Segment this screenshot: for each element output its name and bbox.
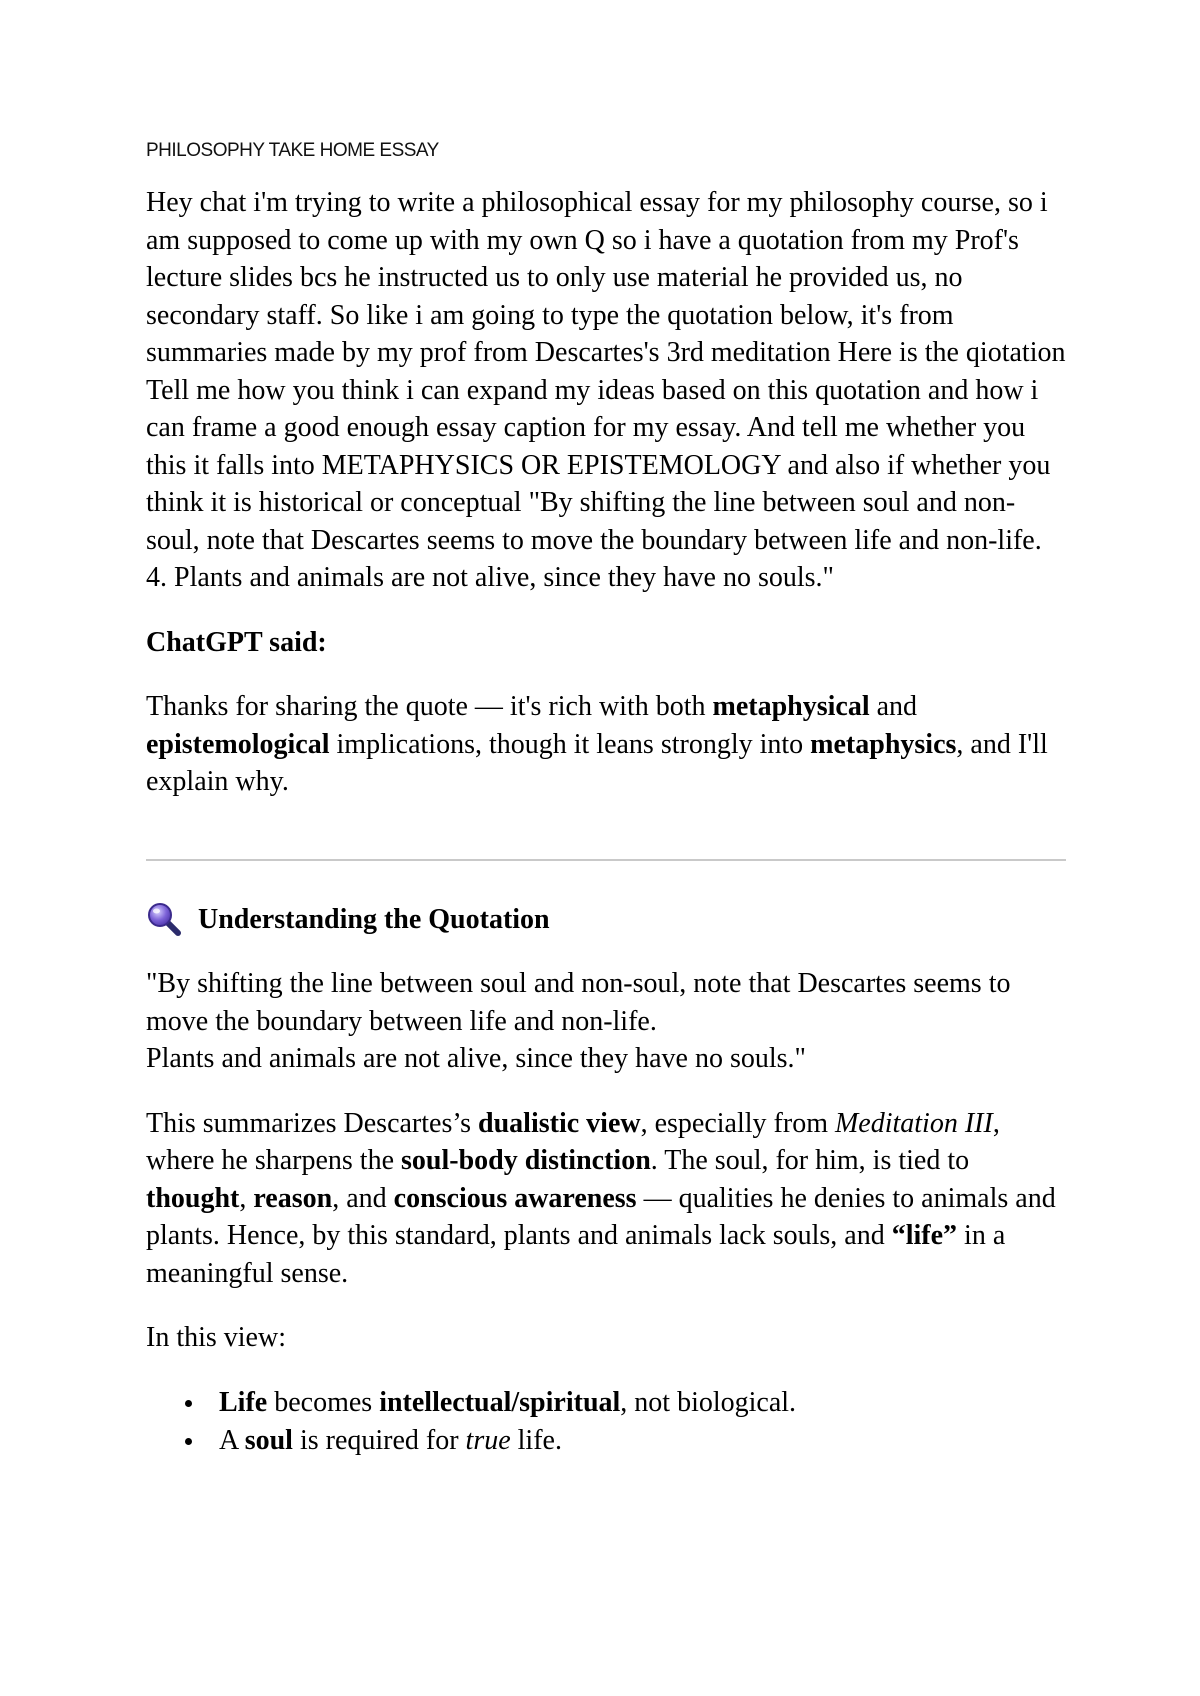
quotation-block [146,965,1066,1078]
summary-bold-thought: thought [146,1182,240,1214]
section-heading [146,901,1066,939]
intro-bold-metaphysics: metaphysics [810,728,957,760]
list-item [219,1422,1066,1460]
user-message: Hey chat i'm trying to write a philosophical essay for my philosophy course, so i am supposed to come up with my own Q so i have a quotation from my Prof's lecture slides bcs he instructed us to only use material he provided us, no secondary staff. So like i am going to type the quotation below, it's from summaries made by my prof from Descartes's 3rd meditation Here is the qiotation Tell me how you think i can expand my ideas based on this quotation and how i can frame a good enough essay caption for my essay. And tell me whether you this it falls into METAPHYSICS OR EPISTEMOLOGY and also if whether you think it is historical or conceptual "By shifting the line between soul and non-soul, note that Descartes seems to move the boundary between life and non-life. 4. Plants and animals are not alive, since they have no souls." [146,187,1066,593]
bullet-1-text-2: , not biological. [620,1386,797,1418]
summary-bold-soul-body: soul-body distinction [401,1145,651,1176]
view-bullet-list [146,1384,1066,1460]
bullet-2-bold-soul: soul [244,1424,293,1456]
intro-text-3: implications, though it leans strongly into [329,728,811,760]
magnifying-glass-icon [146,901,182,937]
document-page [146,140,1066,1460]
bullet-2-italic-true: true [465,1424,511,1456]
intro-text-2: and [869,691,918,722]
intro-text-1: Thanks for sharing the quote — it's rich with both [146,691,713,722]
bullet-2-text-2: life. [510,1424,562,1456]
summary-bold-life: “life” [891,1220,958,1251]
summary-text-4: . The soul, for him, is tied to [650,1145,970,1176]
summary-italic-meditation: Meditation III [834,1107,993,1139]
bullet-dot-icon [185,1438,192,1445]
quotation-line-1: "By shifting the line between soul and non-soul, note that Descartes seems to move the boundary between life and non-life. [146,968,1011,1037]
bullet-2-text-0: A [219,1424,245,1456]
bullet-1-bold-intellectual: intellectual/spiritual [379,1386,621,1418]
bullet-2-text-1: is required for [292,1424,466,1456]
list-item [219,1384,1066,1422]
summary-bold-conscious-awareness: conscious awareness [393,1182,637,1214]
intro-text-4: , and I'll explain why. [146,728,1048,797]
summary-paragraph [146,1105,1066,1293]
section-heading-text: Understanding the Quotation [198,903,550,935]
summary-bold-dualistic-view: dualistic view [478,1107,641,1139]
summary-text-8: in a meaningful sense. [146,1220,1006,1289]
document-header: PHILOSOPHY TAKE HOME ESSAY [146,140,439,161]
response-intro [146,688,1066,801]
summary-text-1: This summarizes Descartes’s [146,1107,479,1139]
summary-text-2: , especially from [640,1107,835,1139]
bullet-1-bold-life: Life [219,1386,268,1418]
bullet-dot-icon [185,1400,192,1407]
summary-text-6: , and [332,1182,394,1214]
intro-bold-metaphysical: metaphysical [712,691,870,722]
summary-text-7: — qualities he denies to animals and plants. Hence, by this standard, plants and animals lack souls, and [146,1182,1056,1251]
summary-text-5: , [239,1182,254,1214]
quotation-line-2: Plants and animals are not alive, since they have no souls." [146,1043,806,1074]
section-divider [146,859,1066,861]
bullet-1-text-1: becomes [267,1386,380,1418]
intro-bold-epistemological: epistemological [146,728,330,760]
summary-text-3: , where he sharpens the [146,1107,1000,1176]
in-this-view-label: In this view: [146,1322,286,1353]
speaker-label: ChatGPT said: [146,626,327,658]
summary-bold-reason: reason [253,1182,333,1214]
